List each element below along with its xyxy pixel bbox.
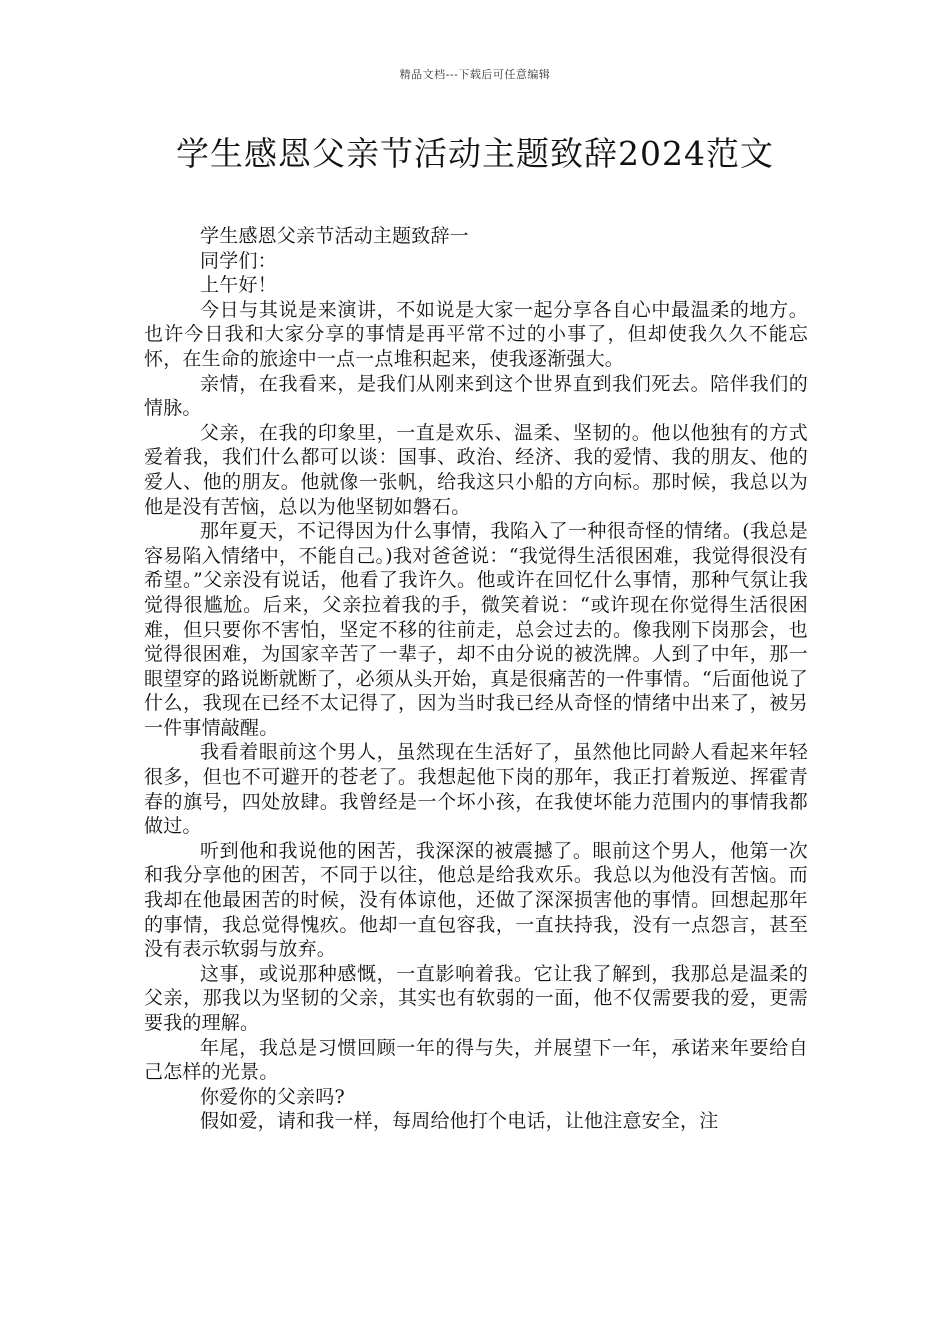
paragraph: 听到他和我说他的困苦，我深深的被震撼了。眼前这个男人，他第一次和我分享他的困苦，不同于以往，他总是给我欢乐。我总以为他没有苦恼。而我却在他最困苦的时候，没有体谅他，还做了深深损害他的事情。回想起那年的事情，我总觉得愧疚。他却一直包容我，一直扶持我，没有一点怨言，甚至没有表示软弱与放弃。 — [144, 839, 808, 961]
paragraph: 假如爱，请和我一样，每周给他打个电话，让他注意安全，注 — [200, 1110, 719, 1133]
paragraph: 亲情，在我看来，是我们从刚来到这个世界直到我们死去。陪伴我们的情脉。 — [144, 372, 808, 420]
paragraph: 年尾，我总是习惯回顾一年的得与失，并展望下一年，承诺来年要给自己怎样的光景。 — [144, 1036, 808, 1084]
paragraph: 你爱你的父亲吗? — [200, 1085, 345, 1108]
document-title: 学生感恩父亲节活动主题致辞2024范文 — [176, 134, 774, 173]
paragraph: 父亲，在我的印象里，一直是欢乐、温柔、坚韧的。他以他独有的方式爱着我，我们什么都可以谈：国事、政治、经济、我的爱情、我的朋友、他的爱人、他的朋友。他就像一张帆，给我这只小船的方向标。那时候，我总以为他是没有苦恼，总以为他坚韧如磐石。 — [144, 421, 808, 518]
paragraph: 这事，或说那种感慨，一直影响着我。它让我了解到，我那总是温柔的父亲，那我以为坚韧的父亲，其实也有软弱的一面，他不仅需要我的爱，更需要我的理解。 — [144, 962, 808, 1034]
paragraph: 今日与其说是来演讲，不如说是大家一起分享各自心中最温柔的地方。也许今日我和大家分享的事情是再平常不过的小事了，但却使我久久不能忘怀，在生命的旅途中一点一点堆积起来，使我逐渐强大。 — [144, 298, 808, 370]
paragraph: 同学们： — [200, 249, 277, 272]
document-body — [144, 224, 808, 1134]
paragraph: 那年夏天，不记得因为什么事情，我陷入了一种很奇怪的情绪。(我总是容易陷入情绪中，不能自己。)我对爸爸说：“我觉得生活很困难，我觉得很没有希望。”父亲没有说话，他看了我许久。他或许在回忆什么事情，那种气氛让我觉得很尴尬。后来，父亲拉着我的手，微笑着说：“或许现在你觉得生活很困难，但只要你不害怕，坚定不移的往前走，总会过去的。像我刚下岗那会，也觉得很困难，为国家辛苦了一辈子，却不由分说的被洗牌。人到了中年，那一眼望穿的路说断就断了，必须从头开始，真是很痛苦的一件事情。“后面他说了什么，我现在已经不太记得了，因为当时我已经从奇怪的情绪中出来了，被另一件事情敲醒。 — [144, 520, 808, 739]
paragraph: 我看着眼前这个男人，虽然现在生活好了，虽然他比同龄人看起来年轻很多，但也不可避开的苍老了。我想起他下岗的那年，我正打着叛逆、挥霍青春的旗号，四处放肆。我曾经是一个坏小孩，在我使坏能力范围内的事情我都做过。 — [144, 741, 808, 838]
header-note: 精品文档---下载后可任意编辑 — [399, 68, 551, 81]
paragraph: 上午好！ — [200, 274, 277, 297]
paragraph: 学生感恩父亲节活动主题致辞一 — [200, 225, 469, 247]
